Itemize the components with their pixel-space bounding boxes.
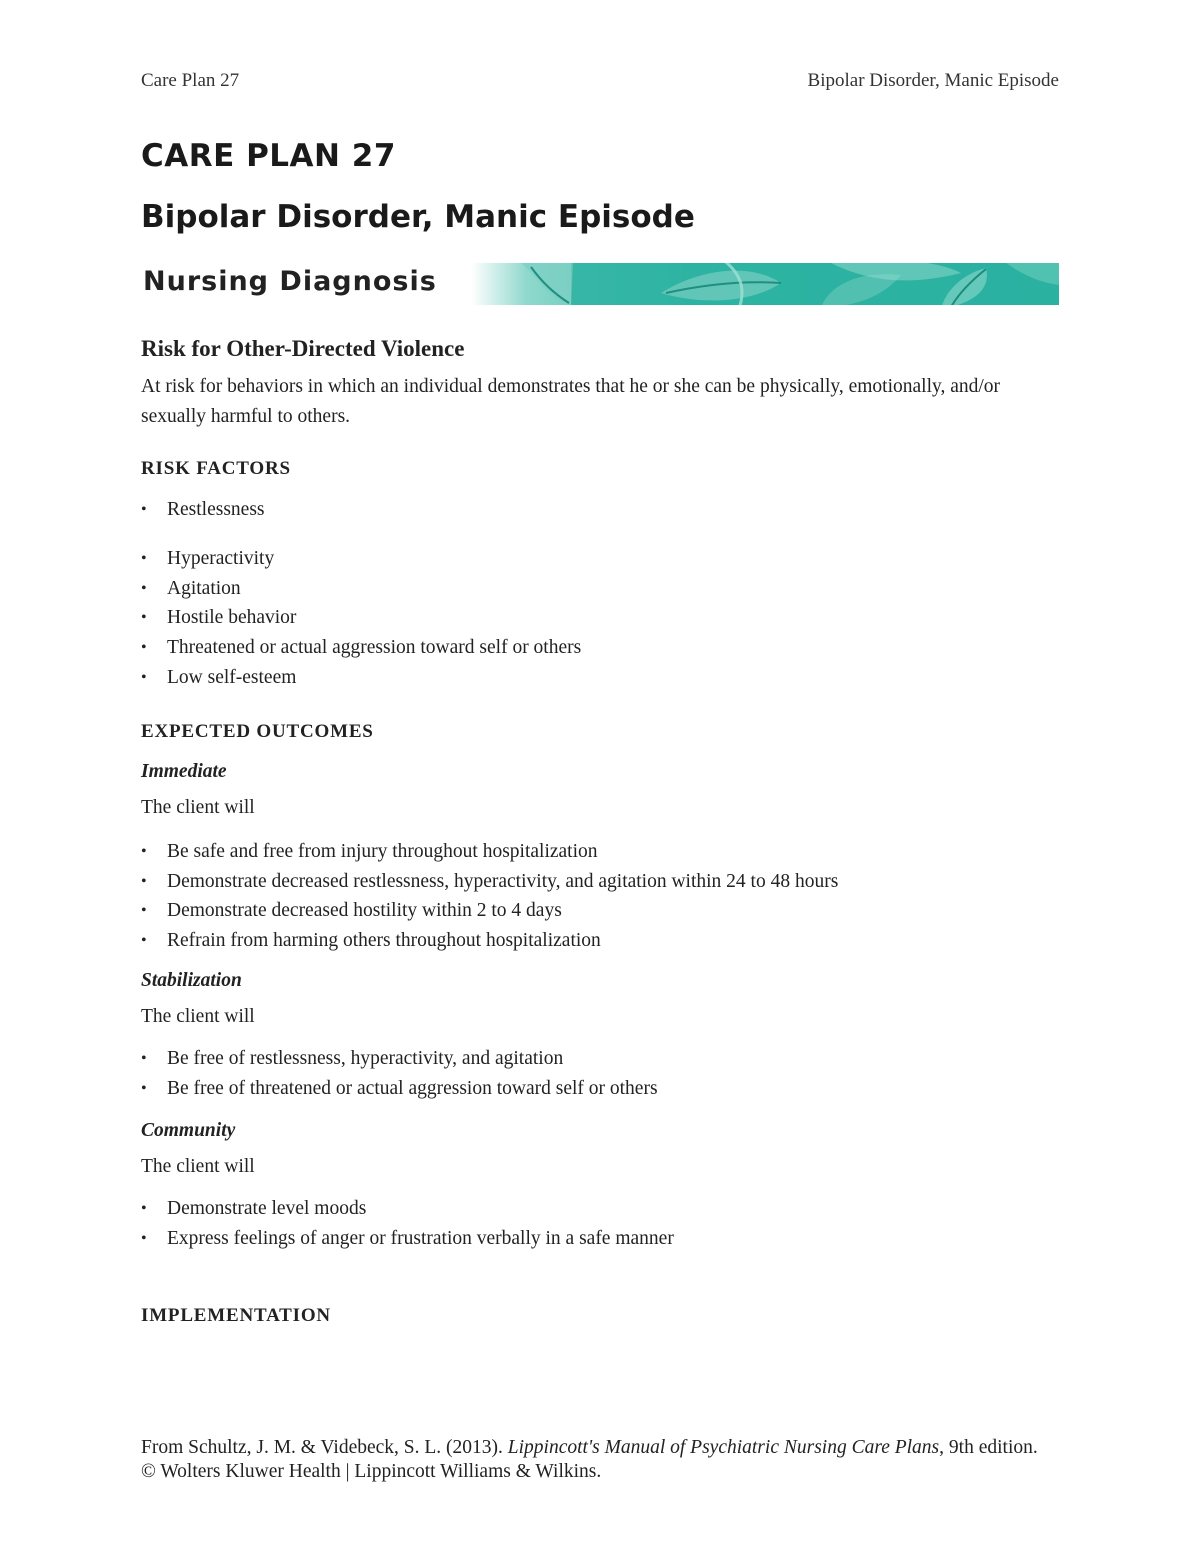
stabilization-outcomes-list	[141, 1044, 658, 1103]
immediate-lead: The client will	[141, 797, 255, 818]
list-item: • Be free of restlessness, hyperactivity, and agitation	[141, 1044, 658, 1074]
list-item: • Restlessness	[141, 495, 265, 525]
list-item: • Agitation	[141, 574, 581, 604]
community-lead: The client will	[141, 1156, 255, 1177]
list-item: • Be safe and free from injury throughout hospitalization	[141, 837, 838, 867]
citation-authors: From Schultz, J. M. & Videbeck, S. L. (2013).	[141, 1437, 508, 1458]
risk-factors-list-continued	[141, 544, 581, 692]
diagnosis-title: Risk for Other-Directed Violence	[141, 336, 465, 361]
stabilization-lead: The client will	[141, 1006, 255, 1027]
banner-label: Nursing Diagnosis	[143, 266, 437, 297]
risk-factors-heading: RISK FACTORS	[141, 458, 291, 479]
nursing-diagnosis-banner	[141, 263, 1059, 305]
list-item: • Demonstrate decreased restlessness, hyperactivity, and agitation within 24 to 48 hours	[141, 867, 838, 897]
list-item: • Threatened or actual aggression toward self or others	[141, 633, 581, 663]
community-subheading: Community	[141, 1120, 236, 1141]
running-header-right: Bipolar Disorder, Manic Episode	[807, 70, 1059, 91]
list-item: • Be free of threatened or actual aggression toward self or others	[141, 1074, 658, 1104]
disorder-title: Bipolar Disorder, Manic Episode	[141, 199, 695, 235]
citation-footer	[141, 1436, 1038, 1484]
list-item: • Demonstrate level moods	[141, 1194, 674, 1224]
stabilization-subheading: Stabilization	[141, 970, 242, 991]
list-item: • Express feelings of anger or frustration verbally in a safe manner	[141, 1224, 674, 1254]
citation-edition: , 9th edition.	[939, 1437, 1038, 1458]
implementation-heading: IMPLEMENTATION	[141, 1305, 331, 1326]
citation-book-title: Lippincott's Manual of Psychiatric Nursing Care Plans	[507, 1437, 940, 1458]
list-item: • Refrain from harming others throughout hospitalization	[141, 926, 838, 956]
list-item: • Hostile behavior	[141, 603, 581, 633]
risk-factors-list	[141, 495, 265, 525]
care-plan-title: CARE PLAN 27	[141, 138, 396, 174]
citation-line-2: © Wolters Kluwer Health | Lippincott Williams & Wilkins.	[141, 1461, 602, 1482]
immediate-outcomes-list	[141, 837, 838, 956]
list-item: • Hyperactivity	[141, 544, 581, 574]
citation-line-1	[141, 1436, 1038, 1460]
expected-outcomes-heading: EXPECTED OUTCOMES	[141, 721, 374, 742]
running-header-left: Care Plan 27	[141, 70, 240, 91]
community-outcomes-list	[141, 1194, 674, 1253]
list-item: • Demonstrate decreased hostility within 2 to 4 days	[141, 896, 838, 926]
list-item: • Low self-esteem	[141, 663, 581, 693]
diagnosis-definition: At risk for behaviors in which an individual demonstrates that he or she can be physically, emotionally, and/or sexually harmful to others.	[141, 376, 1001, 427]
immediate-subheading: Immediate	[141, 761, 227, 782]
